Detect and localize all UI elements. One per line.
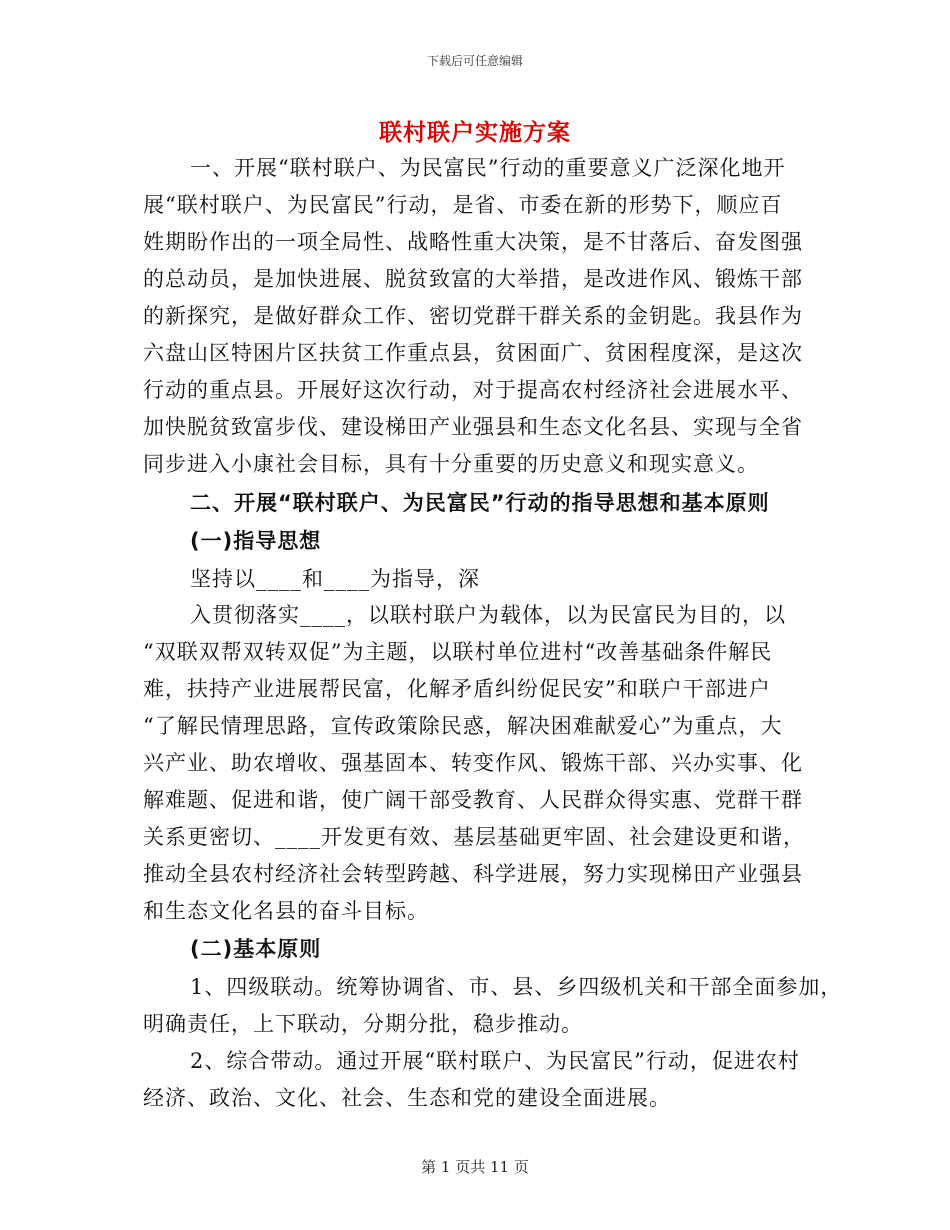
body-line: 经济、政治、文化、社会、生态和党的建设全面进展。 <box>143 1086 671 1110</box>
body-line: 的新探究，是做好群众工作、密切党群干群关系的金钥匙。我县作为 <box>143 304 803 328</box>
body-line: 解难题、促进和谐，使广阔干部受教育、人民群众得实惠、党群干群 <box>143 788 803 812</box>
body-line: 入贯彻落实____，以联村联户为载体，以为民富民为目的，以 <box>190 603 786 627</box>
body-line: 的总动员，是加快进展、脱贫致富的大举措，是改进作风、锻炼干部 <box>143 267 803 291</box>
body-line: 六盘山区特困片区扶贫工作重点县，贫困面广、贫困程度深，是这次 <box>143 341 803 365</box>
body-line: 坚持以____和____为指导，深 <box>190 567 480 591</box>
section-heading: 二、开展“联村联户、为民富民”行动的指导思想和基本原则 <box>190 491 770 515</box>
body-line: 展“联村联户、为民富民”行动，是省、市委在新的形势下，顺应百 <box>143 193 783 217</box>
body-line: “双联双帮双转双促”为主题，以联村单位进村“改善基础条件解民 <box>143 640 773 664</box>
body-line: 难，扶持产业进展帮民富，化解矛盾纠纷促民安”和联户干部进户 <box>143 677 771 701</box>
body-line: 1、四级联动。统筹协调省、市、县、乡四级机关和干部全面参加， <box>190 975 843 999</box>
body-line: 推动全县农村经济社会转型跨越、科学进展，努力实现梯田产业强县 <box>143 862 803 886</box>
body-line: 行动的重点县。开展好这次行动，对于提高农村经济社会进展水平、 <box>143 378 803 402</box>
body-line: 2、综合带动。通过开展“联村联户、为民富民”行动，促进农村 <box>190 1049 800 1073</box>
body-line: 兴产业、助农增收、强基固本、转变作风、锻炼干部、兴办实事、化 <box>143 751 803 775</box>
body-line: 关系更密切、____开发更有效、基层基础更牢固、社会建设更和谐， <box>143 825 805 849</box>
body-line: 明确责任，上下联动，分期分批，稳步推动。 <box>143 1012 583 1036</box>
body-line: 和生态文化名县的奋斗目标。 <box>143 899 429 923</box>
body-line: 姓期盼作出的一项全局性、战略性重大决策，是不甘落后、奋发图强 <box>143 230 803 254</box>
page-number: 第 1 页共 11 页 <box>421 1158 529 1176</box>
body-line: 一、开展“联村联户、为民富民”行动的重要意义广泛深化地开 <box>190 156 786 180</box>
body-line: “了解民情理思路，宣传政策除民惑，解决困难献爱心”为重点，大 <box>143 714 783 738</box>
page-header-note: 下载后可任意编辑 <box>426 54 523 68</box>
body-line: 加快脱贫致富步伐、建设梯田产业强县和生态文化名县、实现与全省 <box>143 415 803 439</box>
document-title: 联村联户实施方案 <box>379 120 571 146</box>
subsection-heading: (一)指导思想 <box>190 529 322 553</box>
subsection-heading: (二)基本原则 <box>190 937 322 961</box>
body-line: 同步进入小康社会目标，具有十分重要的历史意义和现实意义。 <box>143 452 759 476</box>
